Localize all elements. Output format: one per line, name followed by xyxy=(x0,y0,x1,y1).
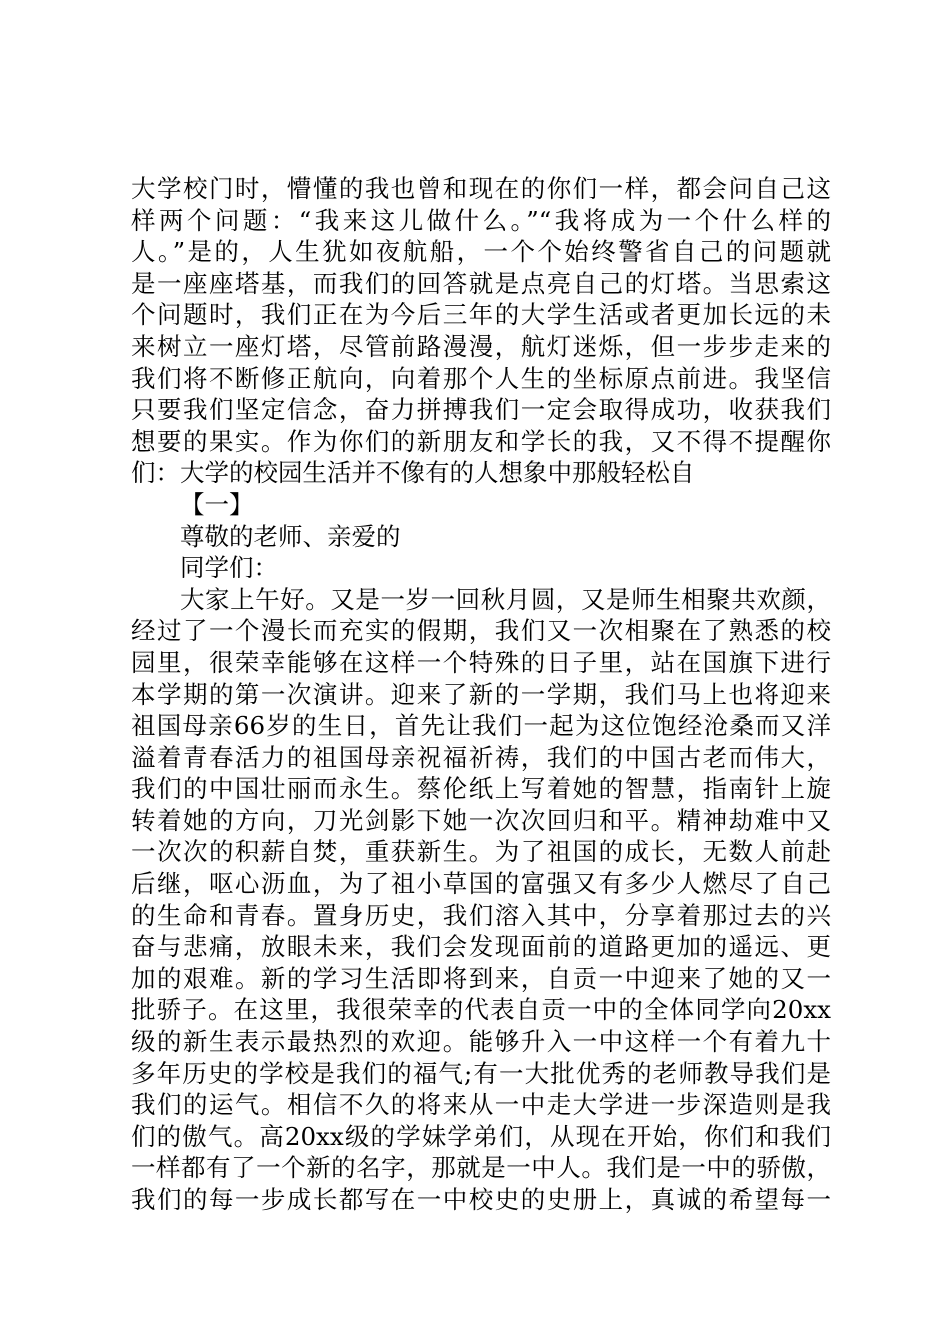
text-line: 个问题时，我们正在为今后三年的大学生活或者更加长远的未 xyxy=(131,300,831,330)
text-line: 人。”是的，人生犹如夜航船，一个个始终警省自己的问题就 xyxy=(131,237,831,267)
text-line: 样两个问题：“我来这儿做什么。”“我将成为一个什么样的 xyxy=(131,205,831,235)
text-line: 是一座座塔基，而我们的回答就是点亮自己的灯塔。当思索这 xyxy=(131,268,831,298)
text-line: 只要我们坚定信念，奋力拼搏我们一定会取得成功，收获我们 xyxy=(131,395,831,425)
text-line: 批骄子。在这里，我很荣幸的代表自贡一中的全体同学向20xx xyxy=(131,995,831,1025)
text-line: 级的新生表示最热烈的欢迎。能够升入一中这样一个有着九十 xyxy=(131,1027,831,1057)
text-line: 我们的每一步成长都写在一中校史的史册上，真诚的希望每一 xyxy=(131,1185,831,1214)
text-line: 祖国母亲66岁的生日，首先让我们一起为这位饱经沧桑而又洋 xyxy=(131,711,831,741)
text-line: 经过了一个漫长而充实的假期，我们又一次相聚在了熟悉的校 xyxy=(131,616,831,646)
text-line: 大家上午好。又是一岁一回秋月圆，又是师生相聚共欢颜， xyxy=(180,584,831,614)
text-line: 转着她的方向，刀光剑影下她一次次回归和平。精神劫难中又 xyxy=(131,805,831,835)
text-line: 园里，很荣幸能够在这样一个特殊的日子里，站在国旗下进行 xyxy=(131,647,831,677)
speech-body-paragraph xyxy=(131,584,831,1216)
intro-paragraph xyxy=(131,173,831,489)
text-line: 一次次的积薪自焚，重获新生。为了祖国的成长，无数人前赴 xyxy=(131,837,831,867)
text-line: 我们的中国壮丽而永生。蔡伦纸上写着她的智慧，指南针上旋 xyxy=(131,774,831,804)
salutation-line: 尊敬的老师、亲爱的 xyxy=(180,521,401,551)
text-line: 我们的运气。相信不久的将来从一中走大学进一步深造则是我 xyxy=(131,1090,831,1120)
text-line: 本学期的第一次演讲。迎来了新的一学期，我们马上也将迎来 xyxy=(131,679,831,709)
section-heading: 【一】 xyxy=(180,489,254,519)
text-line: 奋与悲痛，放眼未来，我们会发现面前的道路更加的遥远、更 xyxy=(131,932,831,962)
text-line: 们：大学的校园生活并不像有的人想象中那般轻松自 xyxy=(131,458,695,488)
text-line: 们的傲气。高20xx级的学妹学弟们，从现在开始，你们和我们 xyxy=(131,1121,831,1151)
text-line: 我们将不断修正航向，向着那个人生的坐标原点前进。我坚信 xyxy=(131,363,831,393)
document-page xyxy=(131,173,831,1216)
text-line: 溢着青春活力的祖国母亲祝福祈祷，我们的中国古老而伟大， xyxy=(131,742,831,772)
text-line: 一样都有了一个新的名字，那就是一中人。我们是一中的骄傲， xyxy=(131,1153,831,1183)
salutation-line: 同学们： xyxy=(180,553,278,583)
text-line: 想要的果实。作为你们的新朋友和学长的我，又不得不提醒你 xyxy=(131,426,831,456)
text-line: 加的艰难。新的学习生活即将到来，自贡一中迎来了她的又一 xyxy=(131,963,831,993)
text-line: 来树立一座灯塔，尽管前路漫漫，航灯迷烁，但一步步走来的 xyxy=(131,331,831,361)
text-line: 的生命和青春。置身历史，我们溶入其中，分享着那过去的兴 xyxy=(131,900,831,930)
text-line: 后继，呕心沥血，为了祖小草国的富强又有多少人燃尽了自己 xyxy=(131,869,831,899)
text-line: 多年历史的学校是我们的福气;有一大批优秀的老师教导我们是 xyxy=(131,1058,831,1088)
text-line: 大学校门时，懵懂的我也曾和现在的你们一样，都会问自己这 xyxy=(131,174,831,203)
